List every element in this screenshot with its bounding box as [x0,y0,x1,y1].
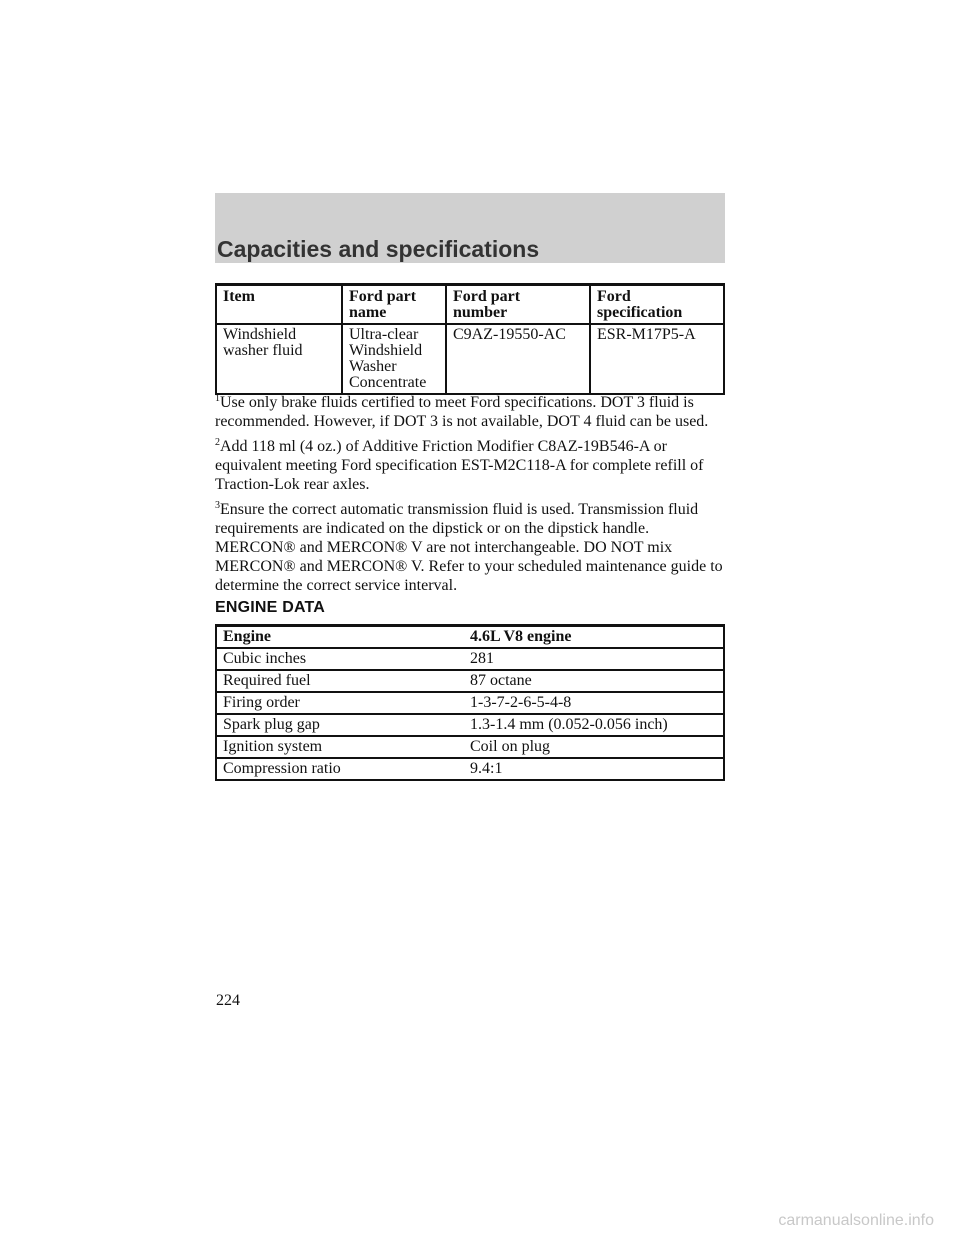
column-header: Ford part name [342,285,446,325]
table-row [216,648,724,670]
table-cell: Firing order [216,692,464,714]
table-cell: 1-3-7-2-6-5-4-8 [464,692,724,714]
table-row [216,670,724,692]
table-cell: Cubic inches [216,648,464,670]
table-cell: Windshield washer fluid [216,324,342,394]
footnote: $^2$Add 118 ml (4 oz.) of Additive Friction Modifier C8AZ-19B546-A or equivalent meeting Ford specification EST-M2C118-A for complete refill of Traction-Lok rear axles. [215,437,704,493]
table-header-row [216,285,724,325]
footnotes [215,393,725,601]
table-cell: Ignition system [216,736,464,758]
table-cell: C9AZ-19550-AC [446,324,590,394]
table-cell: Coil on plug [464,736,724,758]
table-row [216,736,724,758]
column-header: Item [216,285,342,325]
engine-data-heading: ENGINE DATA [215,599,326,616]
table-cell: Ultra-clear Windshield Washer Concentrate [342,324,446,394]
fluid-spec-table [215,283,725,395]
table-cell: Spark plug gap [216,714,464,736]
column-header: Ford part number [446,285,590,325]
table-header-row [216,626,724,649]
table-row [216,692,724,714]
page-number: 224 [216,992,240,1009]
column-header: Engine [216,626,464,649]
table-cell: Required fuel [216,670,464,692]
column-header: Ford specification [590,285,724,325]
table-cell: 87 octane [464,670,724,692]
table-cell: 281 [464,648,724,670]
footnote: $^1$Use only brake fluids certified to meet Ford specifications. DOT 3 fluid is recommended. However, if DOT 3 is not available, DOT 4 fluid can be used. [215,393,709,430]
column-header: 4.6L V8 engine [464,626,724,649]
section-title: Capacities and specifications [217,236,540,262]
table-row [216,758,724,780]
footnote: $^3$Ensure the correct automatic transmission fluid is used. Transmission fluid requirements are indicated on the dipstick or on the dipstick handle. MERCON® and MERCON® V are not interchangeable. DO NOT mix MERCON® and MERCON® V. Refer to your scheduled maintenance guide to determine the correct service interval. [215,500,723,594]
table-cell: 1.3-1.4 mm (0.052-0.056 inch) [464,714,724,736]
table-row [216,714,724,736]
table-cell: 9.4:1 [464,758,724,780]
table-cell: ESR-M17P5-A [590,324,724,394]
watermark: carmanualsonline.info [778,1212,934,1229]
engine-data-table [215,624,725,781]
table-row [216,324,724,394]
table-cell: Compression ratio [216,758,464,780]
